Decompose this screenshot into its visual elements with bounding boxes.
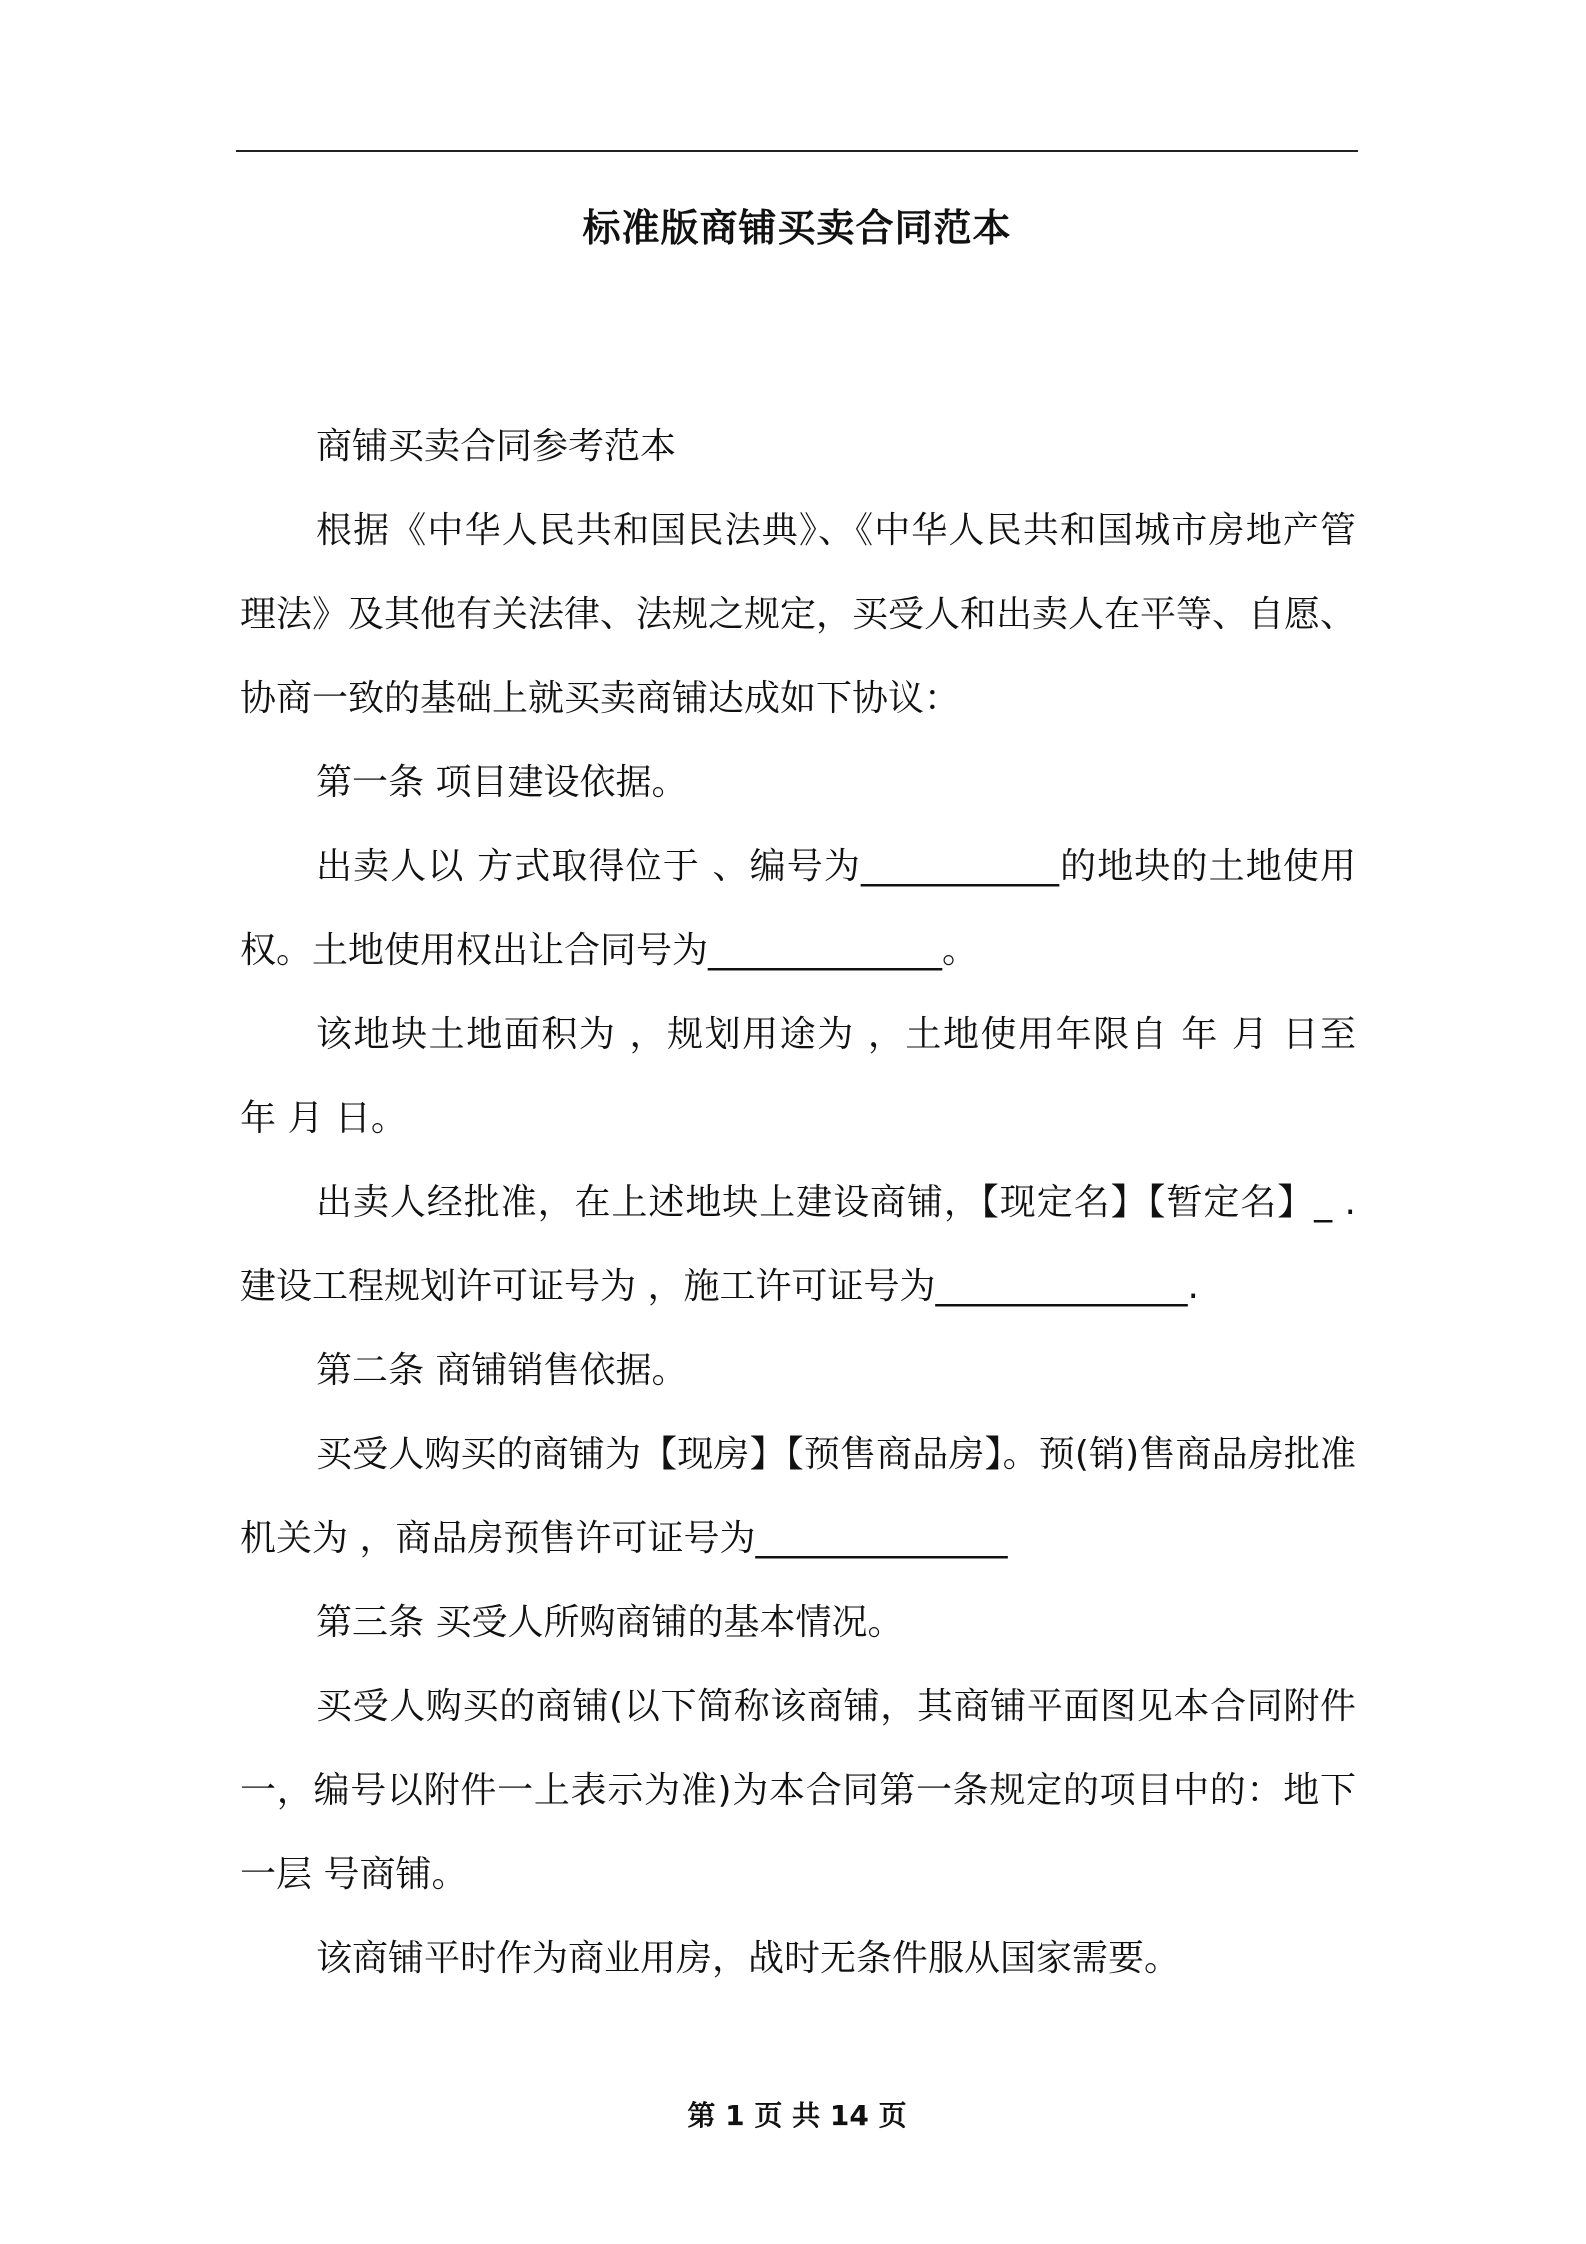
paragraph: 买受人购买的商铺为【现房】【预售商品房】。预(销)售商品房批准机关为 ，商品房预售许可证号为______________ (240, 1434, 1356, 1559)
page-number: 第 1 页 共 14 页 (687, 2099, 907, 2132)
article-1-heading: 第一条 项目建设依据。 (316, 762, 688, 803)
paragraph: 出卖人经批准，在上述地块上建设商铺，【现定名】【暂定名】_ .建设工程规划许可证号为 ，施工许可证号为______________. (240, 1182, 1356, 1307)
paragraph: 买受人购买的商铺(以下简称该商铺，其商铺平面图见本合同附件一，编号以附件一上表示为准)为本合同第一条规定的项目中的：地下一层 号商铺。 (240, 1686, 1356, 1895)
document-body (240, 405, 1356, 2001)
article-2-heading: 第二条 商铺销售依据。 (316, 1350, 688, 1391)
article-3-heading: 第三条 买受人所购商铺的基本情况。 (316, 1602, 904, 1643)
paragraph-subtitle: 商铺买卖合同参考范本 (316, 426, 677, 467)
paragraph: 该商铺平时作为商业用房，战时无条件服从国家需要。 (316, 1938, 1181, 1979)
paragraph: 该地块土地面积为 ，规划用途为 ，土地使用年限自 年 月 日至 年 月 日。 (240, 1014, 1356, 1139)
header-rule (236, 150, 1358, 152)
document-title: 标准版商铺买卖合同范本 (582, 206, 1012, 250)
paragraph-preamble: 根据《中华人民共和国民法典》、《中华人民共和国城市房地产管理法》及其他有关法律、法规之规定，买受人和出卖人在平等、自愿、协商一致的基础上就买卖商铺达成如下协议： (240, 510, 1357, 719)
page-footer (236, 2096, 1358, 2136)
paragraph: 出卖人以 方式取得位于 、编号为___________的地块的土地使用权。土地使用权出让合同号为_____________。 (240, 846, 1356, 971)
